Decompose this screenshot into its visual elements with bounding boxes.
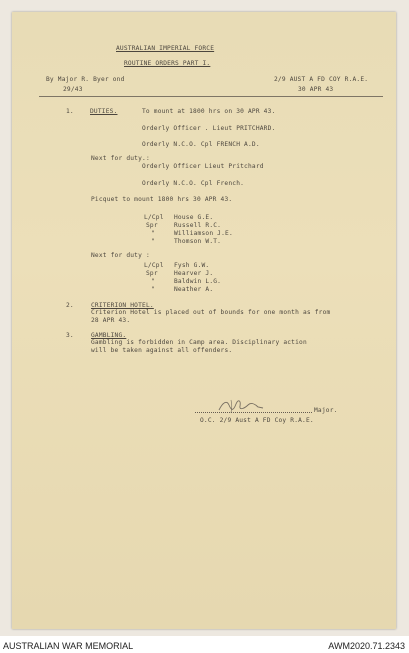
- section-2-heading: CRITERION HOTEL.: [91, 302, 154, 309]
- document-page: [12, 12, 396, 629]
- section-3-body: will be taken against all offenders.: [91, 347, 233, 354]
- next-for-duty-label: Next for duty.:: [91, 155, 150, 162]
- footer-accession-number: AWM2020.71.2343: [328, 641, 405, 651]
- picquet-rank: ": [151, 230, 155, 237]
- picquet-name: Russell R.C.: [174, 222, 222, 229]
- next-picquet-rank: ": [151, 278, 155, 285]
- picquet-rank: ": [151, 238, 155, 245]
- reference-number: 29/43: [63, 86, 83, 93]
- picquet-name: Thomson W.T.: [174, 238, 222, 245]
- section-3-heading: GAMBLING.: [91, 332, 127, 339]
- section-2-body: 28 APR 43.: [91, 317, 131, 324]
- section-3-number: 3.: [66, 332, 74, 339]
- footer-institution: AUSTRALIAN WAR MEMORIAL: [3, 641, 134, 651]
- next-picquet-rank: Spr: [146, 270, 158, 277]
- orderly-officer-line: Orderly Officer . Lieut PRITCHARD.: [142, 125, 276, 132]
- picquet-name: Williamson J.E.: [174, 230, 233, 237]
- archive-footer: [0, 637, 409, 653]
- by-line: By Major R. Byer ond: [46, 76, 125, 83]
- unit-line: 2/9 AUST A FD COY R.A.E.: [274, 76, 369, 83]
- picquet-name: House G.E.: [174, 214, 214, 221]
- next-picquet-rank: ": [151, 286, 155, 293]
- next-for-duty-2-label: Next for duty :: [91, 252, 150, 259]
- next-orderly-officer-line: Orderly Officer Lieut Pritchard: [142, 163, 264, 170]
- section-2-body: Criterion Hotel is placed out of bounds for one month as from: [91, 309, 331, 316]
- section-2-number: 2.: [66, 302, 74, 309]
- document-date: 30 APR 43: [298, 86, 334, 93]
- duties-mount-line: To mount at 1800 hrs on 30 APR 43.: [142, 108, 276, 115]
- section-1-heading: DUTIES.: [90, 108, 118, 115]
- section-1-number: 1.: [66, 108, 74, 115]
- signature-title: O.C. 2/9 Aust A FD Coy R.A.E.: [200, 417, 314, 424]
- document-subtitle: ROUTINE ORDERS PART I.: [124, 60, 211, 67]
- signature-line: [195, 406, 312, 413]
- document-title: AUSTRALIAN IMPERIAL FORCE: [116, 45, 215, 52]
- section-3-body: Gambling is forbidden in Camp area. Disciplinary action: [91, 339, 307, 346]
- next-picquet-name: Hearver J.: [174, 270, 214, 277]
- picquet-rank: L/Cpl: [144, 214, 164, 221]
- picquet-rank: Spr: [146, 222, 158, 229]
- signature-rank: Major.: [314, 407, 338, 414]
- next-picquet-name: Neather A.: [174, 286, 214, 293]
- picquet-line: Picquet to mount 1800 hrs 30 APR 43.: [91, 196, 233, 203]
- next-orderly-nco-line: Orderly N.C.O. Cpl French.: [142, 180, 245, 187]
- next-picquet-rank: L/Cpl: [144, 262, 164, 269]
- header-rule: [39, 96, 383, 97]
- orderly-nco-line: Orderly N.C.O. Cpl FRENCH A.D.: [142, 141, 260, 148]
- next-picquet-name: Fysh G.W.: [174, 262, 210, 269]
- next-picquet-name: Baldwin L.G.: [174, 278, 222, 285]
